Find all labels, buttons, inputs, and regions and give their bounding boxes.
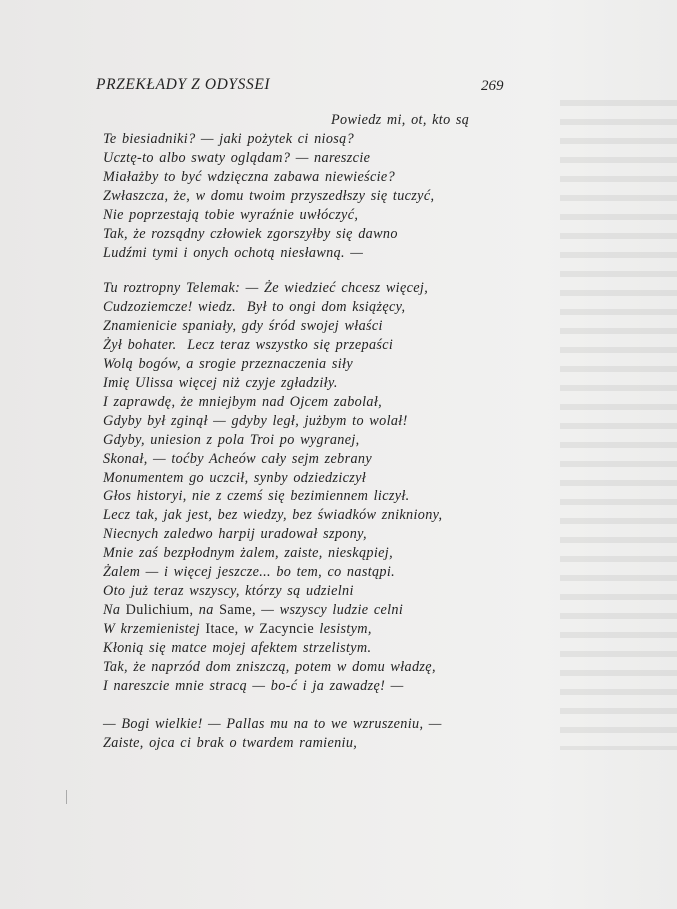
verse-line bbox=[103, 245, 363, 262]
verse-segment: w bbox=[238, 621, 260, 638]
verse-segment: Zaiste, ojca ci brak o twardem ramieniu, bbox=[103, 734, 358, 751]
verse-line bbox=[103, 451, 372, 468]
verse-line bbox=[103, 564, 395, 581]
verse-line bbox=[103, 507, 442, 524]
verse-line bbox=[103, 131, 354, 148]
verse-segment: Cudzoziemcze! wiedz. Był to ongi dom książęcy, bbox=[103, 298, 406, 315]
verse-segment-roman: Same, bbox=[219, 602, 256, 619]
verse-line bbox=[103, 488, 410, 505]
verse-line bbox=[103, 169, 395, 186]
verse-segment: Ucztę-to albo swaty oglądam? — nareszcie bbox=[103, 149, 371, 166]
page-number: 269 bbox=[481, 78, 504, 94]
verse-line bbox=[103, 375, 338, 392]
verse-segment: Miałażby to być wdzięczna zabawa niewieście? bbox=[103, 168, 396, 185]
verse-segment: Powiedz mi, ot, kto są bbox=[331, 112, 470, 128]
verse-line bbox=[103, 545, 393, 562]
verse-segment: Głos historyi, nie z czemś się bezimiennem liczył. bbox=[103, 488, 410, 505]
verse-segment: I nareszcie mnie stracą — bo-ć i ja zawadzę! — bbox=[103, 677, 404, 694]
verse-segment: Nie poprzestają tobie wyraźnie uwłóczyć, bbox=[103, 206, 359, 223]
verse-segment-roman: Zacyncie bbox=[259, 621, 314, 638]
verse-segment: Znamienicie spaniały, gdy śród swojej właści bbox=[103, 317, 383, 334]
verse-segment: Niecnych zaledwo harpij uradował szpony, bbox=[103, 526, 367, 543]
verse-segment: Imię Ulissa więcej niż czyje zgładziły. bbox=[103, 374, 338, 391]
verse-segment: Żył bohater. Lecz teraz wszystko się przepaści bbox=[103, 336, 394, 353]
verse-line bbox=[103, 207, 358, 224]
verse-segment-roman: Dulichium, bbox=[125, 602, 194, 619]
verse-segment: lesistym, bbox=[314, 621, 372, 638]
verse-segment: Gdyby był zginął — gdyby legł, jużbym to wolał! bbox=[103, 412, 408, 429]
verse-segment: Tak, że naprzód dom zniszczą, potem w domu władzę, bbox=[103, 659, 436, 675]
verse-segment: Na bbox=[103, 602, 126, 619]
verse-segment: Zwłaszcza, że, w domu twoim przyszedłszy się tuczyć, bbox=[103, 187, 435, 204]
verse-line bbox=[103, 337, 393, 354]
verse-line bbox=[103, 602, 403, 619]
margin-mark bbox=[66, 790, 67, 804]
verse-line bbox=[103, 678, 404, 695]
verse-segment: Lecz tak, jak jest, bez wiedzy, bez świadków znikniony, bbox=[103, 507, 443, 524]
verse-segment: Skonał, — toćby Acheów cały sejm zebrany bbox=[103, 450, 372, 467]
verse-line bbox=[103, 356, 353, 373]
verse-segment: na bbox=[193, 602, 220, 619]
verse-segment: Gdyby, uniesion z pola Troi po wygranej, bbox=[103, 431, 360, 448]
verse-line bbox=[103, 583, 354, 600]
verse-line bbox=[103, 659, 436, 676]
verse-line bbox=[103, 226, 398, 243]
verse-segment: W krzemienistej bbox=[103, 621, 206, 638]
verse-line bbox=[103, 299, 405, 316]
verse-line bbox=[331, 112, 469, 129]
verse-segment: I zaprawdę, że mniejbym nad Ojcem zabolał, bbox=[103, 393, 383, 410]
verse-segment: Kłonią się matce mojej afektem strzelistym. bbox=[103, 640, 372, 657]
verse-line bbox=[103, 735, 357, 752]
verse-segment: Mnie zaś bezpłodnym żalem, zaiste, nieskąpiej, bbox=[103, 545, 393, 562]
verse-line bbox=[103, 621, 372, 638]
verse-line bbox=[103, 318, 383, 335]
verse-segment: Wolą bogów, a srogie przeznaczenia siły bbox=[103, 355, 353, 372]
verse-segment: Oto już teraz wszyscy, którzy są udzielni bbox=[103, 583, 354, 600]
verse-line bbox=[103, 716, 442, 733]
verse-line bbox=[103, 640, 371, 657]
verse-segment: — Bogi wielkie! — Pallas mu na to we wzruszeniu, — bbox=[103, 716, 442, 732]
verse-segment: Tu roztropny Telemak: — Że wiedzieć chcesz więcej, bbox=[103, 280, 429, 296]
running-title: PRZEKŁADY Z ODYSSEI bbox=[96, 76, 271, 93]
verse-segment: Tak, że rozsądny człowiek zgorszyłby się dawno bbox=[103, 225, 398, 242]
verse-line bbox=[103, 526, 367, 543]
verse-segment-roman: Itace, bbox=[205, 621, 239, 638]
verse-segment: Monumentem go uczcił, synby odziedziczył bbox=[103, 469, 367, 486]
verse-line bbox=[103, 150, 370, 167]
verse-line bbox=[103, 432, 360, 449]
verse-line bbox=[103, 470, 366, 487]
verse-segment: — wszyscy ludzie celni bbox=[255, 602, 404, 619]
verse-segment: Ludźmi tymi i onych ochotą niesławną. — bbox=[103, 244, 364, 261]
verse-segment: Żalem — i więcej jeszcze... bo tem, co nastąpi. bbox=[103, 564, 396, 581]
verse-line bbox=[103, 280, 428, 297]
verse-segment: Te biesiadniki? — jaki pożytek ci niosą? bbox=[103, 130, 355, 147]
bleed-through-text bbox=[560, 100, 677, 750]
verse-line bbox=[103, 188, 434, 205]
verse-line bbox=[103, 394, 382, 411]
verse-line bbox=[103, 413, 408, 430]
